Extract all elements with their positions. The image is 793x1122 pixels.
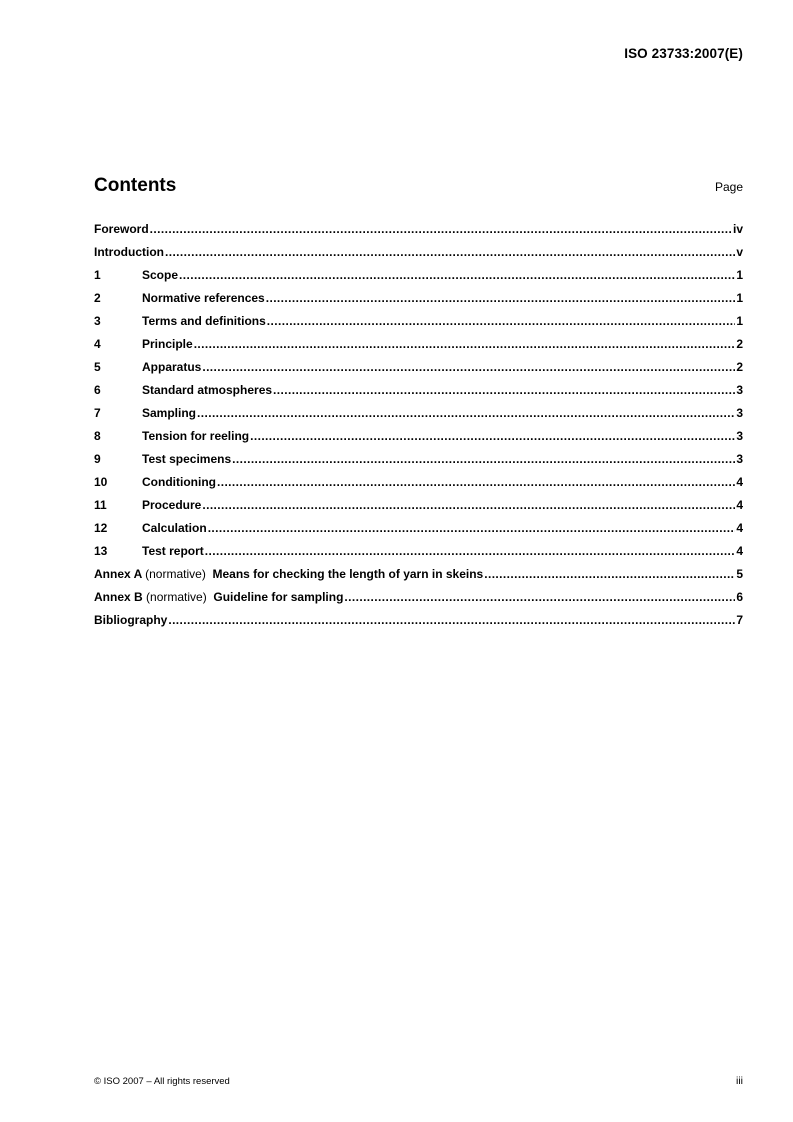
toc-entry-page: 4 [736,475,743,489]
table-of-contents [94,222,743,636]
toc-entry-title: Standard atmospheres [142,383,273,397]
dot-leader [205,544,736,558]
toc-entry-title: Calculation [142,521,207,535]
dot-leader [150,222,732,236]
toc-entry-normative-references[interactable] [94,291,743,314]
toc-entry-scope[interactable] [94,268,743,291]
dot-leader [197,406,735,420]
toc-entry-title: Tension for reeling [142,429,250,443]
toc-entry-number: 9 [94,452,101,466]
toc-entry-title: Terms and definitions [142,314,266,328]
toc-entry-introduction[interactable] [94,245,743,268]
toc-entry-number: 11 [94,498,107,512]
toc-entry-title: Introduction [94,245,164,259]
toc-entry-page: 3 [736,452,743,466]
toc-entry-foreword[interactable] [94,222,743,245]
toc-entry-annex-a[interactable] [94,567,743,590]
dot-leader [208,521,736,535]
annex-type: (normative) [146,590,207,604]
contents-heading: Contents [94,175,177,196]
page-column-label: Page [714,180,743,194]
annex-label: Annex B [94,590,143,604]
toc-entry-page: v [736,245,743,259]
toc-entry-calculation[interactable] [94,521,743,544]
toc-entry-title: Normative references [142,291,265,305]
toc-entry-test-report[interactable] [94,544,743,567]
toc-entry-number: 12 [94,521,108,535]
toc-entry-number: 5 [94,360,101,374]
toc-entry-number: 7 [94,406,101,420]
toc-entry-page: iv [732,222,743,236]
toc-entry-page: 2 [736,360,743,374]
dot-leader [267,314,736,328]
toc-entry-title [94,590,343,604]
annex-type: (normative) [145,567,206,581]
dot-leader [266,291,736,305]
toc-entry-procedure[interactable] [94,498,743,521]
toc-entry-title: Apparatus [142,360,202,374]
toc-entry-page: 4 [736,544,743,558]
toc-entry-annex-b[interactable] [94,590,743,613]
toc-entry-apparatus[interactable] [94,360,743,383]
toc-entry-number: 4 [94,337,101,351]
toc-entry-number: 6 [94,383,101,397]
toc-entry-page: 1 [736,314,743,328]
toc-entry-number: 2 [94,291,101,305]
copyright-notice: © ISO 2007 – All rights reserved [94,1076,230,1087]
toc-entry-page: 3 [736,383,743,397]
dot-leader [165,245,735,259]
toc-entry-test-specimens[interactable] [94,452,743,475]
toc-entry-number: 1 [94,268,101,282]
toc-entry-title: Sampling [142,406,197,420]
toc-entry-page: 4 [736,521,743,535]
toc-entry-page: 3 [736,429,743,443]
toc-entry-page: 1 [736,291,743,305]
toc-entry-title [94,567,483,581]
toc-entry-page: 4 [736,498,743,512]
toc-entry-title: Procedure [142,498,202,512]
dot-leader [179,268,735,282]
dot-leader [217,475,735,489]
toc-entry-page: 5 [736,567,743,581]
toc-entry-bibliography[interactable] [94,613,743,636]
dot-leader [250,429,735,443]
dot-leader [484,567,735,581]
annex-title: Means for checking the length of yarn in skeins [212,567,484,581]
document-reference: ISO 23733:2007(E) [624,46,743,61]
annex-label: Annex A [94,567,142,581]
toc-entry-number: 3 [94,314,101,328]
page-number: iii [736,1075,743,1087]
toc-entry-title: Principle [142,337,193,351]
toc-entry-standard-atmospheres[interactable] [94,383,743,406]
toc-entry-title: Test specimens [142,452,232,466]
toc-entry-title: Test report [142,544,204,558]
toc-entry-sampling[interactable] [94,406,743,429]
toc-entry-number: 13 [94,544,108,558]
annex-title: Guideline for sampling [213,590,344,604]
toc-entry-page: 3 [736,406,743,420]
toc-entry-title: Foreword [94,222,149,236]
toc-entry-tension-for-reeling[interactable] [94,429,743,452]
toc-entry-title: Bibliography [94,613,168,627]
dot-leader [232,452,735,466]
toc-entry-principle[interactable] [94,337,743,360]
dot-leader [273,383,735,397]
dot-leader [344,590,735,604]
dot-leader [168,613,735,627]
dot-leader [202,360,735,374]
toc-entry-title: Conditioning [142,475,216,489]
toc-entry-number: 8 [94,429,101,443]
toc-entry-page: 7 [736,613,743,627]
toc-entry-terms-and-definitions[interactable] [94,314,743,337]
dot-leader [202,498,735,512]
toc-entry-conditioning[interactable] [94,475,743,498]
toc-entry-number: 10 [94,475,108,489]
toc-entry-page: 1 [736,268,743,282]
toc-entry-title: Scope [142,268,179,282]
toc-entry-page: 2 [736,337,743,351]
dot-leader [194,337,736,351]
toc-entry-page: 6 [736,590,743,604]
